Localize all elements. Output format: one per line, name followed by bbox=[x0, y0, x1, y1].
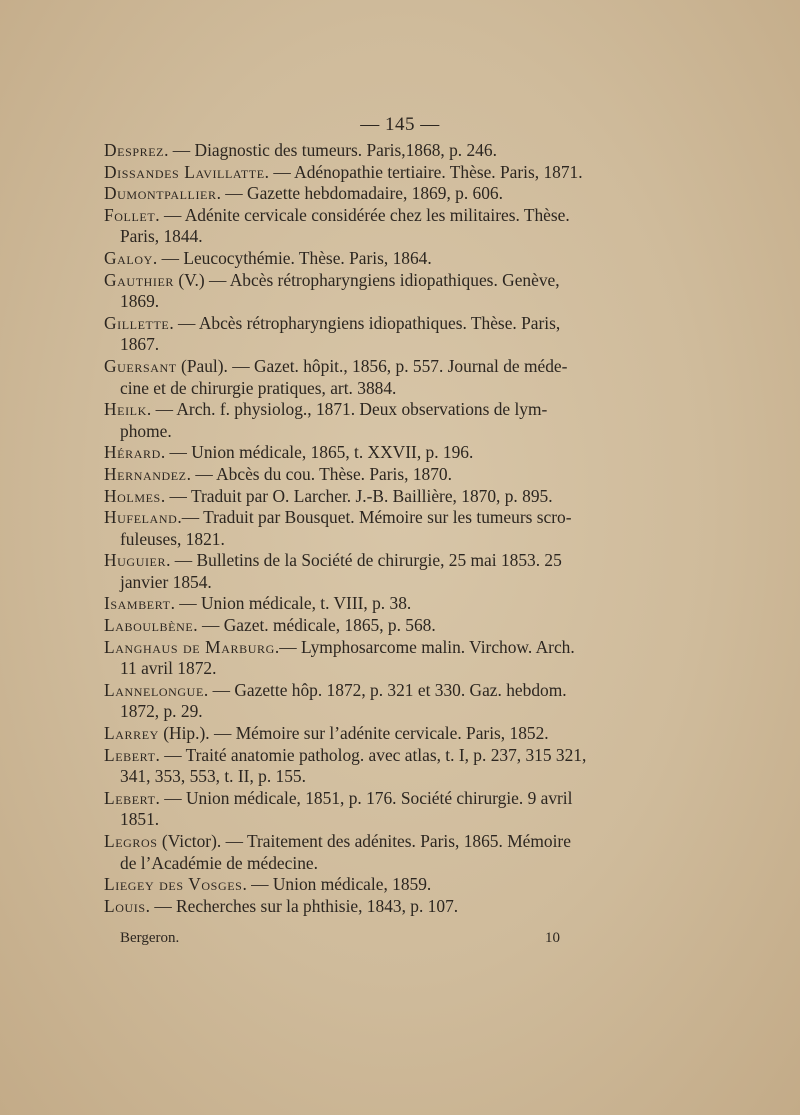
entry-author: Lannelongue bbox=[104, 679, 204, 700]
bibliography-entry bbox=[104, 442, 590, 464]
entry-author: Desprez bbox=[104, 140, 165, 160]
entry-text: . — Diagnostic des tumeurs. Paris,1868, p. 246. bbox=[164, 140, 497, 160]
bibliography-entry bbox=[104, 593, 590, 615]
entry-author: Liegey des Vosges bbox=[104, 874, 243, 895]
entry-author: Heilk bbox=[104, 399, 147, 420]
entry-text: (Hip.). — Mémoire sur l’adénite cervicale. Paris, 1852. bbox=[158, 723, 549, 744]
bibliography-entry bbox=[104, 637, 590, 680]
entry-text: . — Union médicale, 1865, t. XXVII, p. 196. bbox=[160, 442, 474, 463]
entry-author: Follet bbox=[104, 204, 156, 225]
entry-author: Galoy bbox=[104, 247, 153, 268]
entry-text: .— Lymphosarcome malin. Virchow. Arch. 11 avril 1872. bbox=[120, 636, 575, 679]
bibliography-entry bbox=[104, 313, 590, 356]
entry-text: . — Recherches sur la phthisie, 1843, p. 107. bbox=[145, 895, 459, 916]
entry-text: . — Adénopathie tertiaire. Thèse. Paris, 1871. bbox=[264, 161, 583, 182]
entry-text: . — Gazette hebdomadaire, 1869, p. 606. bbox=[216, 183, 503, 204]
bibliography-entry bbox=[104, 788, 590, 831]
entry-text: . — Bulletins de la Société de chirurgie, 25 mai 1853. 25 janvier 1854. bbox=[120, 550, 562, 592]
entry-author: Lebert bbox=[104, 744, 156, 765]
entry-author: Laboulbène bbox=[104, 615, 194, 636]
entry-author: Lebert bbox=[104, 787, 156, 808]
bibliography-entry bbox=[104, 723, 590, 745]
bibliography-entry bbox=[104, 486, 590, 508]
page-number: — 145 — bbox=[360, 114, 440, 135]
entry-author: Dumontpallier bbox=[104, 183, 217, 204]
bibliography-entry bbox=[104, 399, 590, 442]
bibliography-entry bbox=[104, 680, 590, 723]
entry-text: . — Union médicale, t. VIII, p. 38. bbox=[170, 593, 412, 614]
bibliography-entry bbox=[104, 745, 590, 788]
bibliography-entry bbox=[104, 162, 590, 184]
entry-author: Hérard bbox=[104, 442, 161, 463]
bibliography-entry bbox=[104, 205, 590, 248]
bibliography-entry bbox=[104, 356, 590, 399]
bibliography-entry bbox=[104, 270, 590, 313]
bibliography-entry bbox=[104, 248, 590, 270]
entry-author: Isambert bbox=[104, 593, 171, 614]
entry-text: . — Abcès rétropharyngiens idiopathiques. Thèse. Paris, 1867. bbox=[120, 312, 561, 355]
bibliography-entry bbox=[104, 140, 590, 162]
entry-text: . — Gazet. médicale, 1865, p. 568. bbox=[193, 615, 436, 636]
entry-text: . — Adénite cervicale considérée chez les militaires. Thèse. Paris, 1844. bbox=[120, 204, 570, 247]
bibliography-entry bbox=[104, 550, 590, 593]
entry-author: Guersant bbox=[104, 355, 177, 376]
bibliography-entry bbox=[104, 183, 590, 205]
entry-author: Huguier bbox=[104, 550, 167, 571]
entry-text: . — Gazette hôp. 1872, p. 321 et 330. Gaz. hebdom. 1872, p. 29. bbox=[120, 679, 567, 722]
entry-text: . — Abcès du cou. Thèse. Paris, 1870. bbox=[186, 463, 452, 484]
entry-author: Larrey bbox=[104, 723, 159, 744]
entry-text: (Victor). — Traitement des adénites. Paris, 1865. Mémoire de l’Académie de médecine. bbox=[120, 831, 571, 873]
entry-author: Gillette bbox=[104, 312, 170, 333]
entry-text: . — Leucocythémie. Thèse. Paris, 1864. bbox=[152, 247, 432, 268]
entry-text: . — Union médicale, 1859. bbox=[242, 874, 432, 895]
entry-author: Gauthier bbox=[104, 269, 175, 290]
bibliography-entry bbox=[104, 831, 590, 874]
sheet-number: 10 bbox=[545, 930, 560, 946]
signature-mark: Bergeron. bbox=[120, 930, 180, 946]
bibliography-entry bbox=[104, 464, 590, 486]
entry-author: Louis bbox=[104, 895, 146, 916]
entry-author: Hernandez bbox=[104, 463, 187, 484]
entry-author: Langhaus de Marburg bbox=[104, 636, 275, 657]
entry-text: (V.) — Abcès rétropharyngiens idiopathiques. Genève, 1869. bbox=[120, 269, 560, 312]
entry-text: . — Union médicale, 1851, p. 176. Société chirurgie. 9 avril 1851. bbox=[120, 787, 573, 830]
entry-text: . — Arch. f. physiolog., 1871. Deux observations de lym-phome. bbox=[120, 399, 548, 441]
bibliography-entry bbox=[104, 507, 590, 550]
entry-author: Holmes bbox=[104, 485, 161, 506]
entry-text: . — Traduit par O. Larcher. J.-B. Baillière, 1870, p. 895. bbox=[160, 485, 553, 506]
entry-author: Hufeland bbox=[104, 507, 178, 528]
bibliography-list bbox=[104, 140, 590, 917]
entry-author: Dissandes Lavillatte bbox=[104, 161, 265, 182]
entry-text: (Paul). — Gazet. hôpit., 1856, p. 557. Journal de méde-cine et de chirurgie pratiques, art. 3884. bbox=[120, 355, 568, 398]
entry-text: .— Traduit par Bousquet. Mémoire sur les tumeurs scro-fuleuses, 1821. bbox=[120, 507, 572, 549]
entry-author: Legros bbox=[104, 831, 158, 851]
entry-text: . — Traité anatomie patholog. avec atlas, t. I, p. 237, 315 321, 341, 353, 553, t. II, p. 155. bbox=[120, 744, 587, 787]
bibliography-entry bbox=[104, 896, 590, 918]
bibliography-entry bbox=[104, 615, 590, 637]
bibliography-entry bbox=[104, 874, 590, 896]
